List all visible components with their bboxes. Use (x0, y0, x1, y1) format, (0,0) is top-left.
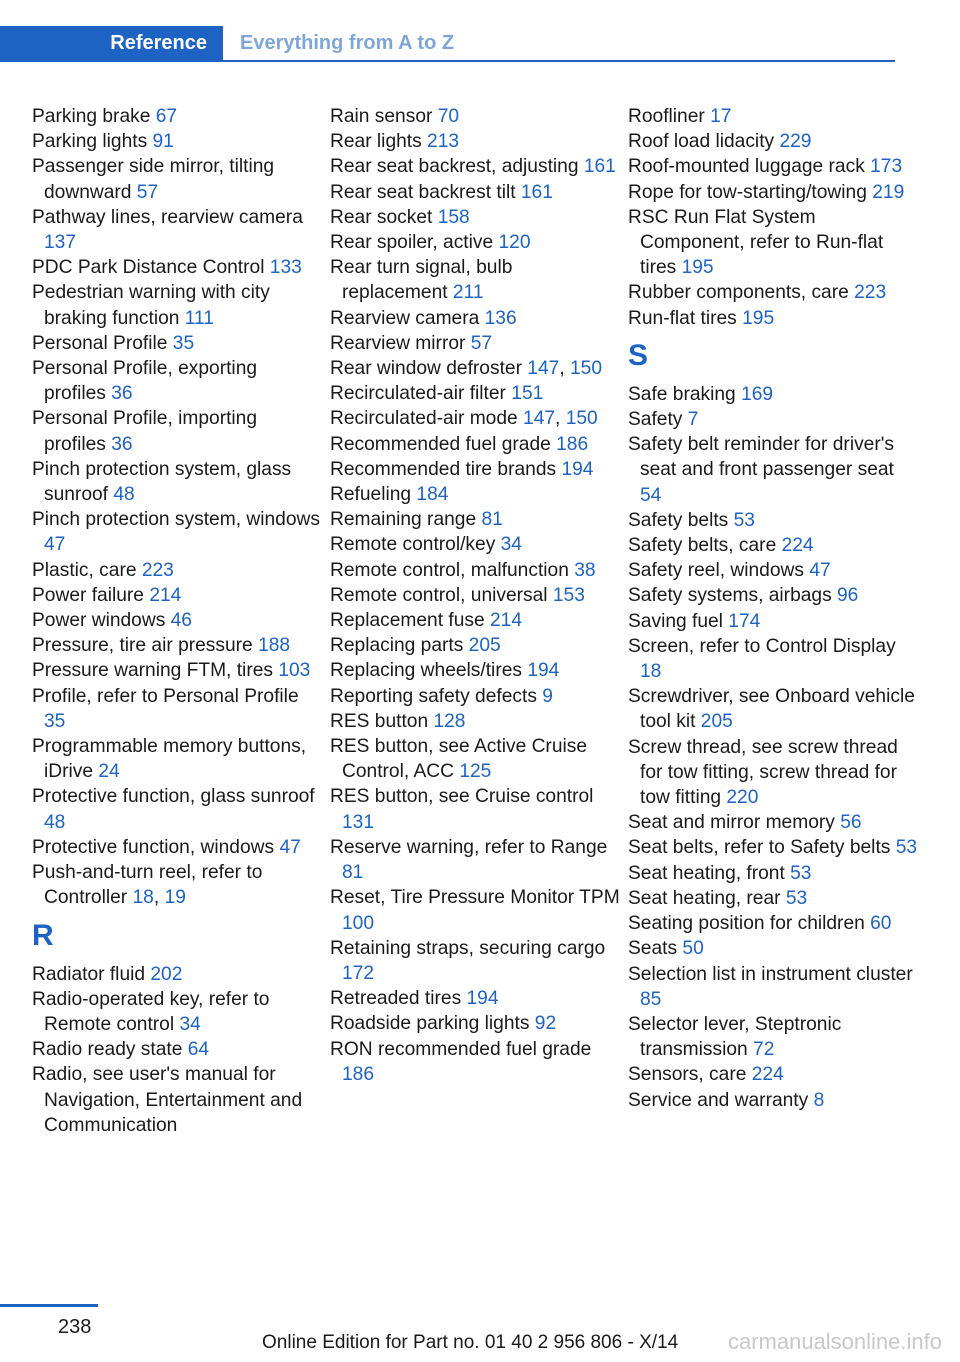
page-link[interactable]: 48 (44, 811, 66, 833)
index-entry: Recirculated-air mode 147, 150 (330, 408, 598, 430)
index-entry-text: Remote control/key (330, 534, 501, 556)
page-link[interactable]: 174 (728, 610, 761, 632)
index-entry-text: Safety belt reminder for driver's seat and front passenger seat (628, 434, 894, 481)
index-entry-text: Selector lever, Steptronic transmission (628, 1013, 842, 1061)
index-entry (32, 331, 322, 356)
index-entry-text: Recommended fuel grade (330, 433, 557, 455)
page-link[interactable]: 147 (527, 358, 560, 380)
index-entry (330, 381, 620, 406)
page-number: 238 (58, 1316, 92, 1338)
index-entry-text: Screen, refer to Control Display (628, 635, 896, 657)
index-entry-text: Safe braking (628, 383, 742, 405)
page-link[interactable]: 172 (342, 962, 375, 984)
page-link[interactable]: 205 (700, 711, 733, 733)
index-entry-text: Protective function, glass sunroof (32, 786, 315, 808)
index-entry (330, 936, 620, 986)
page-link[interactable]: 224 (781, 535, 814, 557)
header-rule (0, 60, 895, 62)
index-entry (32, 558, 322, 583)
page-link[interactable]: 223 (141, 559, 174, 581)
index-entry-text: Pinch protection system, glass sunroof (32, 458, 292, 506)
page-link[interactable]: 205 (468, 635, 501, 657)
index-entry-text: Screw thread, see screw thread for tow fitting, screw thread for tow fitting (628, 736, 898, 809)
page-link[interactable]: 153 (552, 584, 585, 606)
page-link[interactable]: 100 (342, 912, 375, 934)
index-entry (628, 609, 918, 634)
page-link[interactable]: 202 (150, 963, 183, 985)
index-entry-text: Rear turn signal, bulb replacement (330, 257, 513, 304)
page-link[interactable]: 219 (872, 181, 905, 203)
page-link[interactable]: 229 (779, 131, 812, 153)
index-entry-text: Service and warranty (628, 1089, 814, 1111)
index-entry (330, 633, 620, 658)
index-entry (32, 633, 322, 658)
page-link[interactable]: 188 (258, 635, 291, 657)
index-entry (32, 1037, 322, 1062)
page-link[interactable]: 96 (837, 585, 859, 607)
index-entry (330, 684, 620, 709)
index-entry (628, 508, 918, 533)
page-link[interactable]: 35 (44, 710, 66, 732)
index-entry (32, 457, 322, 507)
index-entry-text: RON recommended fuel grade (330, 1038, 592, 1060)
index-entry: Push-and-turn reel, refer to Controller 18, 19 (32, 862, 263, 909)
index-entry-text: Replacing parts (330, 635, 469, 657)
index-entry-text: Rubber components, care (628, 282, 855, 304)
index-entry-text: RES button, see Active Cruise Control, ACC (330, 736, 588, 783)
page-link[interactable]: 194 (527, 660, 560, 682)
index-entry (330, 154, 620, 179)
section-tab[interactable]: Reference (0, 26, 223, 60)
index-entry (32, 962, 322, 987)
page-link[interactable]: 150 (569, 358, 602, 380)
index-entry-text: Safety reel, windows (628, 560, 810, 582)
index-entry (628, 962, 918, 1012)
index-entry-text: Safety systems, airbags (628, 585, 838, 607)
page-link[interactable]: 17 (710, 106, 732, 127)
page-link[interactable]: 57 (136, 181, 159, 203)
index-entry-text: Remote control, malfunction (330, 559, 575, 581)
page-link[interactable]: 147 (523, 408, 556, 430)
page-link[interactable]: 36 (111, 433, 133, 455)
index-entry (628, 1088, 918, 1113)
index-entry-text: Rear lights (330, 131, 428, 153)
index-entry (330, 558, 620, 583)
index-entry (32, 205, 322, 255)
page-link[interactable]: 169 (741, 383, 774, 405)
index-entry-text: Rear window defroster (330, 358, 528, 380)
index-column-2 (330, 104, 620, 1087)
index-entry (628, 583, 918, 608)
page-link[interactable]: 47 (44, 534, 66, 556)
index-entry-text: Rearview mirror (330, 332, 471, 354)
page-link[interactable]: 111 (184, 307, 214, 329)
page-link[interactable]: 53 (785, 887, 808, 909)
index-entry (628, 911, 918, 936)
index-entry-text: Personal Profile (32, 332, 173, 354)
index-entry-text: Roof-mounted luggage rack (628, 156, 871, 178)
page-link[interactable]: 186 (556, 433, 589, 455)
index-entry-text: RES button (330, 710, 434, 732)
index-entry-text: Rear spoiler, active (330, 232, 499, 254)
page-link[interactable]: 47 (279, 836, 301, 858)
index-entry (32, 987, 322, 1037)
index-entry (32, 507, 322, 557)
index-entry-text: Personal Profile, exporting profiles (32, 358, 258, 405)
watermark: carmanualsonline.info (727, 1329, 942, 1354)
page-link[interactable]: 103 (278, 660, 311, 682)
page-link[interactable]: 72 (753, 1039, 775, 1061)
page-link[interactable]: 133 (269, 257, 302, 279)
index-entry (330, 482, 620, 507)
index-entry (628, 280, 918, 305)
index-entry-text: Programmable memory buttons, iDrive (32, 736, 307, 783)
page-link[interactable]: 81 (481, 509, 503, 531)
index-entry (628, 180, 918, 205)
page-link[interactable]: 173 (870, 156, 903, 178)
index-entry-text: Screwdriver, see Onboard vehicle tool kit (628, 686, 915, 733)
index-entry-text: Seat and mirror memory (628, 812, 841, 834)
index-entry (330, 255, 620, 305)
chapter-title[interactable]: Everything from A to Z (240, 31, 455, 54)
index-column-1 (32, 104, 322, 1138)
index-entry-text: Roadside parking lights (330, 1013, 535, 1035)
index-entry (330, 457, 620, 482)
index-entry (32, 255, 322, 280)
index-entry (330, 1037, 620, 1087)
page-link[interactable]: 128 (433, 710, 466, 732)
page-link[interactable]: 47 (809, 560, 831, 582)
index-entry (32, 835, 322, 860)
index-entry-text: Remaining range (330, 509, 482, 531)
index-entry-text: Reset, Tire Pressure Monitor TPM (330, 887, 620, 909)
page-link[interactable]: 19 (164, 887, 186, 909)
index-entry (628, 558, 918, 583)
page-link[interactable]: 125 (459, 761, 492, 783)
index-entry (330, 104, 620, 129)
index-entry-text: RES button, see Cruise control (330, 786, 594, 808)
index-entry (628, 1012, 918, 1062)
page-link[interactable]: 8 (813, 1089, 825, 1111)
index-entry-text: Safety (628, 409, 688, 431)
page-link[interactable]: 85 (640, 988, 662, 1010)
index-entry (628, 936, 918, 961)
index-entry (330, 306, 620, 331)
index-entry-text: RSC Run Flat System Component, refer to Run-flat tires (628, 206, 884, 279)
index-entry-text: Push-and-turn reel, refer to Controller (32, 862, 263, 909)
index-entry-text: Parking lights (32, 131, 153, 153)
index-entry (330, 180, 620, 205)
index-entry-text: Reserve warning, refer to Range (330, 836, 608, 858)
index-entry-text: Personal Profile, importing profiles (32, 408, 258, 455)
index-entry-text: Power failure (32, 584, 150, 606)
index-entry (32, 784, 322, 834)
index-entry-text: Run-flat tires (628, 307, 743, 329)
index-entry-text: Rain sensor (330, 106, 438, 127)
page-link[interactable]: 136 (484, 307, 517, 329)
index-entry (628, 306, 918, 331)
index-entry-text: Selection list in instrument cluster (628, 963, 913, 985)
index-entry (628, 432, 918, 508)
index-entry (330, 734, 620, 784)
page-link[interactable]: 211 (452, 282, 484, 304)
page-link[interactable]: 223 (854, 282, 887, 304)
index-entry-text: Rear seat backrest, adjusting (330, 156, 584, 178)
index-entry-text: Reporting safety defects (330, 685, 543, 707)
index-entry-text: Rearview camera (330, 307, 485, 329)
index-entry-text: Passenger side mirror, tilting downward (32, 156, 275, 203)
index-entry-text: Saving fuel (628, 610, 729, 632)
index-entry-text: PDC Park Distance Control (32, 257, 270, 279)
index-entry-text: Refueling (330, 484, 417, 506)
index-entry-text: Safety belts (628, 509, 734, 531)
index-entry (330, 885, 620, 935)
page-link[interactable]: 213 (427, 131, 460, 153)
index-entry-text: Seat heating, front (628, 862, 791, 884)
page-link[interactable]: 18 (640, 661, 662, 683)
index-entry-text: Radio ready state (32, 1039, 188, 1061)
page-link[interactable]: 195 (742, 307, 775, 329)
index-entry-text: Replacement fuse (330, 610, 490, 632)
index-entry (628, 129, 918, 154)
page-link[interactable]: 195 (681, 257, 714, 279)
page-link[interactable]: 50 (682, 938, 704, 960)
index-entry-text: Plastic, care (32, 559, 142, 581)
page-link[interactable]: 38 (574, 559, 596, 581)
page-link[interactable]: 151 (511, 383, 544, 405)
page-link[interactable]: 214 (489, 610, 522, 632)
index-entry-text: Sensors, care (628, 1064, 752, 1086)
index-entry (628, 1062, 918, 1087)
index-entry-text: Safety belts, care (628, 535, 782, 557)
index-entry (32, 154, 322, 204)
page-link[interactable]: 150 (565, 408, 598, 430)
index-entry-text: Roof load lidacity (628, 131, 780, 153)
index-entry-text: Retaining straps, securing cargo (330, 937, 606, 959)
index-entry (628, 154, 918, 179)
index-entry (330, 205, 620, 230)
page-link[interactable]: 7 (687, 409, 699, 431)
index-entry-text: Rear seat backrest tilt (330, 181, 521, 203)
page-link[interactable]: 57 (470, 332, 493, 354)
index-entry-text: Pressure, tire air pressure (32, 635, 259, 657)
index-entry-text: Seating position for children (628, 913, 871, 935)
index-entry (628, 205, 918, 281)
page-link[interactable]: 53 (733, 509, 755, 531)
page-link[interactable]: 60 (870, 913, 892, 935)
index-entry-text: Recirculated-air mode (330, 408, 524, 430)
index-entry-text: Radio, see user's manual for Navigation, Entertainment and Communication (32, 1064, 303, 1136)
index-entry (330, 230, 620, 255)
page-link[interactable]: 186 (342, 1063, 375, 1085)
index-entry (32, 1062, 322, 1138)
index-entry (330, 986, 620, 1011)
index-entry-text: Roofliner (628, 106, 711, 127)
page-link[interactable]: 34 (179, 1013, 201, 1035)
index-entry (330, 784, 620, 834)
page-link[interactable]: 67 (155, 106, 178, 127)
page-link[interactable]: 48 (113, 484, 135, 506)
index-entry (628, 104, 918, 129)
page-link[interactable]: 81 (342, 862, 364, 884)
page-link[interactable]: 161 (583, 156, 616, 178)
page-link[interactable]: 36 (111, 383, 133, 405)
index-entry (32, 356, 322, 406)
index-entry-text: Seats (628, 938, 683, 960)
page-link[interactable]: 91 (152, 131, 174, 153)
index-entry (330, 532, 620, 557)
page-link[interactable]: 161 (520, 181, 553, 203)
index-letter-heading: R (32, 918, 54, 952)
index-entry-text: Pinch protection system, windows (32, 509, 320, 531)
index-entry (628, 533, 918, 558)
page-link[interactable]: 9 (542, 685, 553, 707)
index-entry-text: Retreaded tires (330, 988, 467, 1010)
index-entry (32, 406, 322, 456)
index-entry (330, 608, 620, 633)
index-entry (32, 129, 322, 154)
page-link[interactable]: 54 (640, 484, 662, 506)
index-entry-text: Protective function, windows (32, 836, 280, 858)
page-link[interactable]: 214 (149, 584, 182, 606)
index-entry (32, 104, 322, 129)
page-link[interactable]: 137 (44, 232, 77, 254)
page-link[interactable]: 53 (895, 837, 918, 859)
index-entry-text: Pedestrian warning with city braking function (32, 282, 270, 329)
index-entry (32, 583, 322, 608)
index-entry-text: Parking brake (32, 106, 156, 127)
index-entry (330, 331, 620, 356)
index-entry (628, 886, 918, 911)
index-entry (32, 734, 322, 784)
page-link[interactable]: 92 (534, 1013, 557, 1035)
index-entry (628, 634, 918, 684)
index-entry (628, 810, 918, 835)
page-link[interactable]: 224 (751, 1064, 784, 1086)
page-link[interactable]: 56 (840, 812, 862, 834)
index-entry-text: Radio-operated key, refer to Remote control (32, 988, 270, 1035)
index-entry (330, 1011, 620, 1036)
index-entry-text: Seat belts, refer to Safety belts (628, 837, 896, 859)
index-entry (32, 684, 322, 734)
index-entry-text: Rear socket (330, 206, 438, 228)
index-entry (628, 835, 918, 860)
page-link[interactable]: 24 (98, 761, 120, 783)
index-entry-text: Power windows (32, 610, 171, 632)
page-header (0, 26, 895, 62)
index-entry: Rear window defroster 147, 150 (330, 358, 602, 380)
index-entry (32, 280, 322, 330)
page-link[interactable]: 34 (500, 534, 522, 556)
index-entry (32, 608, 322, 633)
index-entry-text: Pathway lines, rearview camera (32, 206, 303, 228)
index-entry-text: Rope for tow-starting/towing (628, 181, 873, 203)
footer-rule (0, 1304, 98, 1307)
page-link[interactable]: 18 (132, 887, 154, 909)
page-link[interactable]: 184 (416, 484, 449, 506)
index-entry-text: Recommended tire brands (330, 458, 562, 480)
index-entry (330, 835, 620, 885)
page-link[interactable]: 220 (726, 787, 759, 809)
edition-note: Online Edition for Part no. 01 40 2 956 806 - X/14 (262, 1332, 679, 1353)
page-link[interactable]: 70 (437, 106, 460, 127)
index-entry-text: Recirculated-air filter (330, 383, 512, 405)
index-column-3 (628, 104, 918, 1113)
index-entry (628, 382, 918, 407)
index-entry-text: Remote control, universal (330, 584, 553, 606)
page-link[interactable]: 120 (498, 232, 531, 254)
page-link[interactable]: 46 (170, 610, 192, 632)
page-link[interactable]: 158 (437, 206, 470, 228)
page-link[interactable]: 35 (172, 332, 195, 354)
page-link[interactable]: 64 (187, 1039, 210, 1061)
index-entry-text: Replacing wheels/tires (330, 660, 528, 682)
index-entry (628, 407, 918, 432)
index-entry (628, 861, 918, 886)
index-letter-heading: S (628, 338, 649, 372)
index-entry-text: Pressure warning FTM, tires (32, 660, 279, 682)
page-link[interactable]: 131 (342, 811, 375, 833)
index-entry (330, 507, 620, 532)
index-entry (330, 583, 620, 608)
index-entry (330, 432, 620, 457)
index-entry-text: Seat heating, rear (628, 887, 786, 909)
index-entry (330, 658, 620, 683)
index-entry (32, 658, 322, 683)
index-entry (330, 709, 620, 734)
page-link[interactable]: 53 (790, 862, 812, 884)
index-entry-text: Radiator fluid (32, 963, 151, 985)
index-entry-text: Profile, refer to Personal Profile (32, 685, 299, 707)
index-entry (330, 129, 620, 154)
page-link[interactable]: 194 (466, 988, 499, 1010)
page-link[interactable]: 194 (561, 458, 594, 480)
index-entry (628, 684, 918, 734)
index-entry (628, 735, 918, 811)
